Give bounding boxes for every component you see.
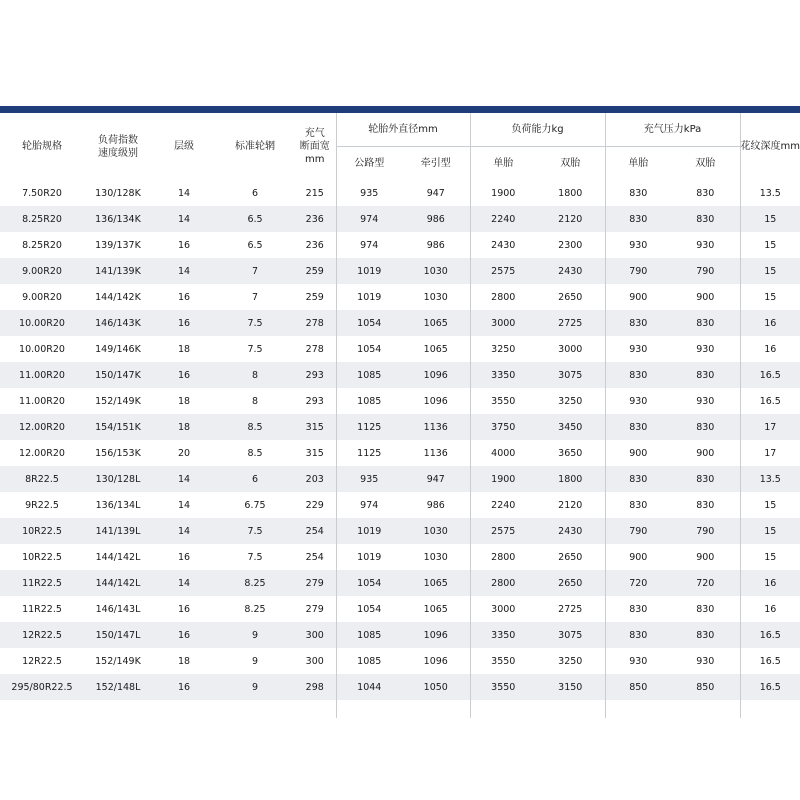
cell-diameter-road: 1054 (336, 570, 402, 596)
cell-width: 315 (294, 414, 336, 440)
cell-tread-depth: 16 (764, 343, 777, 355)
cell-pressure-single: 830 (605, 414, 671, 440)
cell-ply: 16 (177, 291, 191, 303)
cell-spec: 10R22.5 (22, 551, 62, 563)
cell-rim: 7 (216, 258, 294, 284)
cell-tread-depth: 15 (740, 518, 800, 544)
tail-cell (84, 700, 152, 718)
cell-load-dual: 3075 (536, 362, 605, 388)
cell-rim: 7.5 (216, 310, 294, 336)
cell-spec: 9.00R20 (0, 258, 84, 284)
cell-ply: 20 (177, 447, 191, 459)
table-row (0, 336, 800, 362)
header-diameter-road: 公路型 (336, 147, 402, 181)
cell-pressure-dual: 930 (671, 232, 740, 258)
cell-rim: 6.5 (247, 239, 263, 251)
cell-ply: 18 (177, 343, 191, 355)
cell-pressure-dual: 830 (671, 492, 740, 518)
table-row (0, 206, 800, 232)
cell-diameter-traction: 1030 (402, 544, 470, 570)
cell-load-speed: 144/142L (95, 551, 141, 563)
cell-tread-depth: 13.5 (759, 187, 781, 199)
cell-rim: 8 (216, 362, 294, 388)
cell-diameter-road: 1054 (336, 310, 402, 336)
cell-width: 229 (294, 492, 336, 518)
cell-load-dual: 3150 (536, 674, 605, 700)
cell-diameter-road: 1019 (357, 291, 382, 303)
cell-load-single: 3550 (491, 395, 516, 407)
cell-diameter-traction: 1096 (402, 388, 470, 414)
cell-tread-depth: 15 (740, 258, 800, 284)
header-load-speed (84, 113, 152, 180)
table-row (0, 596, 800, 622)
tail-cell (605, 700, 671, 718)
cell-diameter-road: 974 (360, 239, 379, 251)
cell-load-dual: 2120 (536, 206, 605, 232)
cell-diameter-traction: 1136 (402, 440, 470, 466)
cell-ply: 14 (177, 187, 191, 199)
cell-load-single: 4000 (491, 447, 516, 459)
cell-diameter-road: 1125 (357, 447, 382, 459)
cell-load-single: 3000 (470, 310, 536, 336)
cell-spec: 11.00R20 (0, 362, 84, 388)
cell-diameter-road: 935 (336, 466, 402, 492)
cell-tread-depth: 15 (764, 551, 777, 563)
cell-load-single: 2800 (491, 551, 516, 563)
cell-pressure-dual: 900 (671, 284, 740, 310)
cell-pressure-single: 790 (605, 518, 671, 544)
cell-rim: 7.5 (216, 518, 294, 544)
cell-width: 254 (294, 544, 336, 570)
cell-load-dual: 1800 (536, 180, 605, 206)
cell-spec: 12R22.5 (0, 622, 84, 648)
cell-load-speed: 144/142L (84, 570, 152, 596)
cell-spec: 12.00R20 (0, 414, 84, 440)
cell-diameter-road: 1125 (336, 414, 402, 440)
table-row (0, 440, 800, 466)
header-pressure-single: 单胎 (605, 147, 671, 181)
cell-tread-depth: 16 (740, 570, 800, 596)
cell-pressure-dual: 790 (671, 258, 740, 284)
cell-ply: 14 (152, 466, 216, 492)
cell-load-dual: 3250 (536, 648, 605, 674)
cell-load-speed: 144/142K (95, 291, 141, 303)
table-row (0, 466, 800, 492)
cell-load-single: 2430 (491, 239, 516, 251)
cell-load-single: 2800 (470, 570, 536, 596)
cell-pressure-dual: 830 (671, 310, 740, 336)
table-row (0, 180, 800, 206)
tail-cell (294, 700, 336, 718)
cell-diameter-road: 935 (360, 187, 379, 199)
cell-spec: 12.00R20 (19, 447, 65, 459)
cell-rim: 8.5 (247, 447, 263, 459)
tire-spec-table (0, 113, 800, 718)
cell-width: 203 (294, 466, 336, 492)
cell-tread-depth: 15 (764, 499, 777, 511)
cell-ply: 14 (152, 258, 216, 284)
cell-pressure-single: 930 (629, 343, 648, 355)
cell-pressure-single: 930 (629, 655, 648, 667)
cell-diameter-road: 1019 (357, 551, 382, 563)
cell-ply: 18 (177, 655, 191, 667)
cell-rim: 8.25 (244, 603, 266, 615)
cell-load-dual: 2430 (536, 518, 605, 544)
cell-rim: 7.5 (247, 343, 263, 355)
cell-diameter-road: 1019 (336, 518, 402, 544)
tail-cell (336, 700, 402, 718)
cell-load-single: 3550 (470, 674, 536, 700)
cell-tread-depth: 15 (740, 206, 800, 232)
tail-cell (536, 700, 605, 718)
cell-width: 315 (294, 440, 336, 466)
cell-tread-depth: 17 (764, 447, 777, 459)
header-rim: 标准轮辋 (235, 141, 275, 152)
cell-diameter-traction: 1030 (402, 518, 470, 544)
cell-pressure-dual: 830 (671, 180, 740, 206)
cell-load-dual: 2300 (536, 232, 605, 258)
cell-load-speed: 130/128L (84, 466, 152, 492)
header-speed-rating: 速度级别 (98, 147, 138, 159)
cell-load-single: 2240 (470, 206, 536, 232)
cell-load-dual: 3075 (536, 622, 605, 648)
cell-pressure-single: 830 (629, 603, 648, 615)
cell-pressure-dual: 930 (671, 388, 740, 414)
table-row (0, 414, 800, 440)
cell-pressure-dual: 930 (671, 648, 740, 674)
cell-load-single: 2240 (491, 499, 516, 511)
cell-load-single: 1900 (470, 466, 536, 492)
header-accent-bar (0, 106, 800, 113)
cell-diameter-traction: 1096 (402, 362, 470, 388)
cell-pressure-dual: 930 (671, 336, 740, 362)
cell-load-dual: 1800 (536, 466, 605, 492)
cell-width: 293 (294, 388, 336, 414)
cell-pressure-single: 850 (605, 674, 671, 700)
cell-width: 236 (294, 232, 336, 258)
cell-pressure-dual: 830 (671, 622, 740, 648)
cell-ply: 14 (152, 206, 216, 232)
header-diameter-traction: 牵引型 (402, 147, 470, 181)
cell-spec: 295/80R22.5 (0, 674, 84, 700)
table-row (0, 570, 800, 596)
cell-load-dual: 2725 (536, 310, 605, 336)
cell-diameter-road: 1044 (336, 674, 402, 700)
cell-width: 298 (294, 674, 336, 700)
cell-diameter-road: 1085 (336, 362, 402, 388)
cell-load-single: 3350 (470, 362, 536, 388)
cell-spec: 7.50R20 (22, 187, 62, 199)
cell-diameter-traction: 1030 (402, 284, 470, 310)
tail-cell (0, 700, 84, 718)
cell-pressure-single: 900 (629, 447, 648, 459)
cell-load-single: 3250 (491, 343, 516, 355)
cell-ply: 18 (177, 395, 191, 407)
cell-load-single: 1900 (491, 187, 516, 199)
header-pressure-group: 充气压力kPa (605, 113, 740, 147)
cell-pressure-dual: 830 (671, 414, 740, 440)
cell-load-dual: 2650 (536, 284, 605, 310)
cell-load-speed: 130/128K (95, 187, 141, 199)
cell-pressure-dual: 790 (671, 518, 740, 544)
cell-load-dual: 3250 (536, 388, 605, 414)
cell-diameter-road: 1085 (357, 395, 382, 407)
tail-cell (216, 700, 294, 718)
cell-width: 236 (294, 206, 336, 232)
cell-rim: 6 (216, 466, 294, 492)
cell-pressure-single: 930 (629, 395, 648, 407)
cell-load-dual: 3450 (536, 414, 605, 440)
cell-load-dual: 2120 (536, 492, 605, 518)
tail-cell (470, 700, 536, 718)
cell-diameter-road: 1085 (336, 622, 402, 648)
cell-load-speed: 136/134L (95, 499, 141, 511)
table-row (0, 310, 800, 336)
tail-cell (152, 700, 216, 718)
cell-rim: 6 (251, 187, 259, 199)
cell-load-single: 3350 (470, 622, 536, 648)
header-load-group: 负荷能力kg (470, 113, 605, 147)
cell-ply: 16 (152, 622, 216, 648)
cell-rim: 9 (216, 622, 294, 648)
table-row (0, 674, 800, 700)
cell-load-single: 3750 (470, 414, 536, 440)
cell-pressure-single: 900 (629, 291, 648, 303)
cell-pressure-single: 830 (605, 206, 671, 232)
cell-ply: 16 (177, 239, 191, 251)
cell-rim: 8.25 (216, 570, 294, 596)
cell-pressure-single: 830 (629, 499, 648, 511)
cell-rim: 9 (216, 674, 294, 700)
cell-diameter-traction: 1050 (402, 674, 470, 700)
header-width-line2: 断面宽 (299, 141, 330, 152)
cell-pressure-dual: 830 (671, 466, 740, 492)
cell-spec: 10R22.5 (0, 518, 84, 544)
cell-load-speed: 146/143K (84, 310, 152, 336)
cell-diameter-road: 1085 (357, 655, 382, 667)
cell-width: 279 (294, 596, 336, 622)
cell-load-speed: 141/139L (84, 518, 152, 544)
cell-pressure-single: 830 (605, 622, 671, 648)
cell-spec: 11R22.5 (0, 570, 84, 596)
cell-load-speed: 146/143L (95, 603, 141, 615)
cell-load-speed: 136/134K (84, 206, 152, 232)
table-row (0, 518, 800, 544)
cell-load-dual: 2430 (536, 258, 605, 284)
header-diameter-group: 轮胎外直径mm (336, 113, 470, 147)
cell-load-speed: 154/151K (84, 414, 152, 440)
table-row (0, 388, 800, 414)
cell-diameter-traction: 947 (402, 180, 470, 206)
cell-tread-depth: 17 (740, 414, 800, 440)
cell-ply: 16 (177, 603, 191, 615)
cell-tread-depth: 16 (764, 603, 777, 615)
header-spec: 轮胎规格 (22, 141, 62, 152)
cell-rim: 6.75 (244, 499, 266, 511)
cell-width: 300 (294, 648, 336, 674)
cell-spec: 8.25R20 (0, 206, 84, 232)
table-row (0, 258, 800, 284)
cell-pressure-dual: 830 (671, 362, 740, 388)
header-load-single: 单胎 (470, 147, 536, 181)
table-tail-row (0, 700, 800, 718)
table-row (0, 362, 800, 388)
cell-ply: 16 (152, 310, 216, 336)
cell-pressure-single: 790 (605, 258, 671, 284)
cell-tread-depth: 16.5 (759, 655, 781, 667)
cell-load-dual: 2725 (536, 596, 605, 622)
cell-pressure-single: 830 (605, 310, 671, 336)
cell-spec: 9R22.5 (25, 499, 59, 511)
cell-diameter-road: 974 (360, 499, 379, 511)
cell-tread-depth: 16.5 (759, 395, 781, 407)
cell-width: 278 (294, 310, 336, 336)
table-row (0, 648, 800, 674)
cell-pressure-single: 830 (605, 362, 671, 388)
cell-load-single: 3000 (491, 603, 516, 615)
cell-load-speed: 141/139K (84, 258, 152, 284)
cell-load-single: 3550 (491, 655, 516, 667)
cell-spec: 8.25R20 (22, 239, 62, 251)
cell-load-dual: 2650 (536, 570, 605, 596)
cell-diameter-traction: 947 (402, 466, 470, 492)
cell-diameter-traction: 1065 (402, 570, 470, 596)
cell-width: 215 (294, 180, 336, 206)
cell-tread-depth: 15 (764, 291, 777, 303)
header-pressure-dual: 双胎 (671, 147, 740, 181)
tail-cell (402, 700, 470, 718)
cell-diameter-traction: 1065 (402, 336, 470, 362)
cell-load-speed: 156/153K (95, 447, 141, 459)
cell-load-speed: 152/149K (95, 655, 141, 667)
cell-diameter-road: 974 (336, 206, 402, 232)
cell-tread-depth: 16.5 (740, 622, 800, 648)
cell-load-single: 2575 (470, 518, 536, 544)
cell-load-speed: 150/147L (84, 622, 152, 648)
cell-load-speed: 139/137K (95, 239, 141, 251)
cell-tread-depth: 13.5 (740, 466, 800, 492)
cell-width: 278 (294, 336, 336, 362)
cell-rim: 6.5 (216, 206, 294, 232)
cell-width: 293 (294, 362, 336, 388)
cell-rim: 7 (251, 291, 259, 303)
cell-diameter-traction: 1096 (402, 648, 470, 674)
header-width-unit: mm (305, 154, 325, 165)
table-row (0, 544, 800, 570)
table-row (0, 622, 800, 648)
cell-pressure-single: 830 (629, 187, 648, 199)
cell-rim: 8.5 (216, 414, 294, 440)
cell-pressure-dual: 900 (671, 544, 740, 570)
header-width-line1: 充气 (304, 128, 325, 139)
cell-load-dual: 3650 (536, 440, 605, 466)
cell-width: 259 (294, 284, 336, 310)
cell-diameter-road: 1054 (357, 603, 382, 615)
header-width (294, 113, 336, 180)
cell-spec: 10.00R20 (19, 343, 65, 355)
cell-ply: 14 (152, 518, 216, 544)
cell-spec: 10.00R20 (0, 310, 84, 336)
cell-load-speed: 149/146K (95, 343, 141, 355)
cell-pressure-single: 720 (605, 570, 671, 596)
cell-tread-depth: 16.5 (740, 674, 800, 700)
cell-rim: 8 (251, 395, 259, 407)
cell-load-single: 2575 (470, 258, 536, 284)
cell-pressure-dual: 830 (671, 596, 740, 622)
cell-pressure-dual: 720 (671, 570, 740, 596)
tail-cell (671, 700, 740, 718)
cell-load-dual: 3000 (536, 336, 605, 362)
cell-diameter-traction: 1065 (402, 596, 470, 622)
cell-load-single: 2800 (491, 291, 516, 303)
cell-spec: 12R22.5 (22, 655, 62, 667)
cell-ply: 14 (152, 570, 216, 596)
cell-spec: 11R22.5 (22, 603, 62, 615)
cell-diameter-traction: 1136 (402, 414, 470, 440)
cell-pressure-single: 930 (629, 239, 648, 251)
cell-diameter-traction: 986 (402, 232, 470, 258)
header-tread-depth: 花纹深度mm (740, 141, 800, 152)
header-load-index: 负荷指数 (98, 134, 138, 146)
cell-spec: 9.00R20 (22, 291, 62, 303)
header-ply: 层级 (174, 141, 194, 152)
cell-load-dual: 2650 (536, 544, 605, 570)
tail-cell (740, 700, 800, 718)
cell-rim: 9 (251, 655, 259, 667)
cell-ply: 18 (152, 414, 216, 440)
cell-width: 259 (294, 258, 336, 284)
cell-ply: 16 (152, 674, 216, 700)
cell-pressure-dual: 850 (671, 674, 740, 700)
cell-pressure-single: 830 (605, 466, 671, 492)
cell-diameter-traction: 1065 (402, 310, 470, 336)
cell-diameter-traction: 1096 (402, 622, 470, 648)
cell-pressure-single: 900 (629, 551, 648, 563)
cell-pressure-dual: 900 (671, 440, 740, 466)
cell-diameter-traction: 986 (402, 206, 470, 232)
cell-spec: 8R22.5 (0, 466, 84, 492)
cell-tread-depth: 16.5 (740, 362, 800, 388)
cell-ply: 16 (177, 551, 191, 563)
cell-tread-depth: 16 (740, 310, 800, 336)
cell-load-speed: 150/147K (84, 362, 152, 388)
table-row (0, 232, 800, 258)
cell-tread-depth: 15 (764, 239, 777, 251)
cell-width: 279 (294, 570, 336, 596)
cell-diameter-road: 1019 (336, 258, 402, 284)
cell-rim: 7.5 (247, 551, 263, 563)
cell-diameter-traction: 986 (402, 492, 470, 518)
cell-ply: 16 (152, 362, 216, 388)
table-row (0, 492, 800, 518)
cell-diameter-traction: 1030 (402, 258, 470, 284)
cell-width: 300 (294, 622, 336, 648)
cell-pressure-dual: 830 (671, 206, 740, 232)
header-load-dual: 双胎 (536, 147, 605, 181)
cell-ply: 14 (177, 499, 191, 511)
cell-diameter-road: 1054 (357, 343, 382, 355)
cell-load-speed: 152/148L (84, 674, 152, 700)
cell-width: 254 (294, 518, 336, 544)
cell-spec: 11.00R20 (19, 395, 65, 407)
cell-load-speed: 152/149K (95, 395, 141, 407)
table-row (0, 284, 800, 310)
